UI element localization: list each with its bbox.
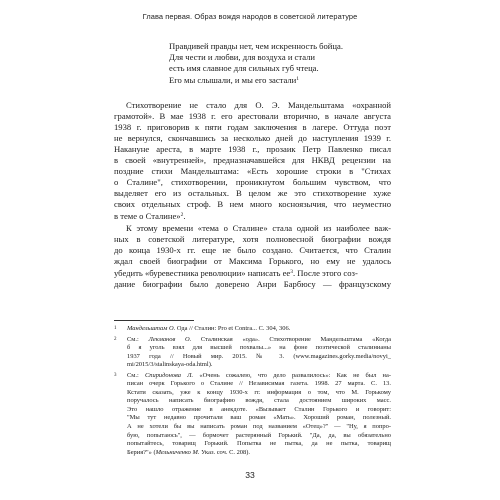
- footnote-line: "Мы тут недавно прочитали ваш роман «Мать». Хороший роман, полезный.: [127, 414, 391, 422]
- footnote-author: Мандельштам О.: [127, 325, 176, 332]
- text-line: ных в советской литературе, хотя полновесной биографии вождя: [114, 233, 391, 244]
- footnote-ref-3: 3: [290, 268, 293, 275]
- footnote-text: Берия?"» (: [127, 448, 156, 456]
- poem-stanza: [169, 41, 469, 86]
- footnote-ref-1: 1: [296, 76, 300, 82]
- text-line: К этому времени «тема о Сталине» стала одной из наиболее важ-: [126, 222, 391, 233]
- footnote-line: [127, 336, 391, 345]
- text-line: не вернулся, скончавшись за несколько дней до наступления 1939 г.: [114, 133, 391, 144]
- paragraph-stalin-theme: [114, 223, 391, 290]
- text-line: до конца 1930-х гг. еще не было создано. Считается, что Сталин: [114, 244, 391, 255]
- text-line: выделяет его из остальных. В целом же это стихотворение хуже: [114, 188, 391, 199]
- footnote-ref-2: 2: [180, 212, 184, 219]
- footnote-prefix: См.:: [127, 335, 149, 343]
- text-line-content: убедить «буревестника революции» написать ее: [114, 267, 291, 278]
- poem-line-text: Его мы слышали, и мы его застали: [169, 75, 297, 85]
- footnote-number: 1: [114, 326, 117, 331]
- footnote-line: поручалось написать биографию вождя, стала достоянием широких масс.: [127, 397, 391, 405]
- footnote-line: б я уголь взял для высшей похвалы...» на фоне поэтической сталинианы: [127, 344, 391, 352]
- footnote-line: бую, попытаюсь", — бормочет растерянный Горький. "Да, да, вы обязательно: [127, 431, 391, 439]
- footnote-prefix: См.:: [127, 371, 145, 379]
- footnote-line: 1937 года // Новый мир. 2015. № 3. (www.magazines.gorky.media/novyi_: [127, 352, 391, 360]
- running-head: Глава первая. Образ вождя народов в советской литературе: [142, 12, 358, 21]
- footnote-author: Спиридонова Л.: [144, 371, 194, 379]
- footnote-text: «Очень сожалею, что дело развалилось»: Как не был на-: [193, 371, 392, 379]
- poem-line: Для чести и любви, для воздуха и стали: [169, 52, 316, 62]
- footnote-author: Лекманов О.: [148, 335, 192, 343]
- text-line: в теме о Сталине»$^2$.: [114, 211, 186, 222]
- poem-line: есть имя славное для сильных губ чтеца.: [169, 63, 319, 73]
- footnote-line: mi/2015/3/stalinskaya-oda.html).: [127, 361, 213, 369]
- poem-line: [169, 74, 469, 86]
- text-line-content: . После этого соз-: [292, 267, 358, 278]
- text-line-start: [114, 267, 358, 279]
- text-line: Стихотворение не стало для О. Э. Мандельштама «охранной: [126, 100, 391, 110]
- page-number: 33: [245, 470, 255, 480]
- footnote-1: [114, 325, 391, 334]
- footnote-number: 3: [114, 372, 117, 378]
- text-line: поздние стихи Мандельштама: «Есть хорошие строки в "Стихах: [114, 166, 391, 177]
- text-line: [114, 267, 391, 279]
- footnote-3: [114, 372, 391, 457]
- footnote-line: попытайтесь, товарищ Горький. Попытка не пытка, да не пытка, товарищ: [127, 440, 391, 448]
- text-line: Накануне ареста, в марте 1938 г., прозаик Петр Павленко писал: [114, 144, 391, 155]
- text-line: о Сталине", стихотворении, проникнутом большим чувством, что: [114, 177, 391, 188]
- footnote-separator: [114, 320, 194, 321]
- text-line: 1938 г. приговорив к пяти годам заключения в лагере. Оттуда поэт: [114, 122, 391, 133]
- footnote-number: 2: [114, 336, 117, 342]
- text-line-content: в теме о Сталине»: [114, 211, 181, 222]
- text-line: грамотой». В мае 1938 г. его арестовали вторично, в начале августа: [114, 111, 391, 122]
- text-line: ждал своей биографии от Максима Горького, но ему не удалось: [114, 255, 391, 266]
- footnote-text: Сталинская «ода». Стихотворение Мандельштама «Когда: [191, 335, 391, 343]
- footnote-2: [114, 336, 391, 370]
- footnote-text: Ода // Сталин: Pro et Contra... С. 304, 306.: [175, 325, 291, 332]
- text-line: в своей «внутренней», предназначавшейся для НКВД рецензии на: [114, 155, 391, 166]
- text-line: своих отдельных строф. В нем много косноязычия, что неуместно: [114, 199, 391, 210]
- text-line: дание биографии было доверено Анри Барбюсу — французскому: [114, 278, 391, 289]
- footnote-line: А не хотели бы вы написать роман под названием «Отец»?" — "Ну, я попро-: [127, 423, 391, 431]
- footnotes: [114, 325, 391, 457]
- footnote-text: Указ. соч. С. 208).: [199, 448, 250, 456]
- footnote-line: [127, 372, 391, 381]
- footnote-line: [127, 325, 391, 334]
- footnote-line: [127, 449, 391, 458]
- footnote-author: Мельниченко М.: [155, 448, 200, 456]
- footnote-line: писан очерк Горького о Сталине // Независимая газета. 1998. 27 марта. С. 13.: [127, 380, 391, 388]
- footnote-line: Кстати сказать, уже к концу 1930-х гг. информация о том, что М. Горькому: [127, 388, 391, 396]
- footnote-line: Это нашло отражение в анекдоте. «Вызывает Сталин Горького и говорит:: [127, 405, 391, 413]
- body-text: [114, 100, 391, 290]
- paragraph-mandelstam: [114, 100, 391, 223]
- poem-line: Правдивей правды нет, чем искренность бойца.: [169, 41, 343, 51]
